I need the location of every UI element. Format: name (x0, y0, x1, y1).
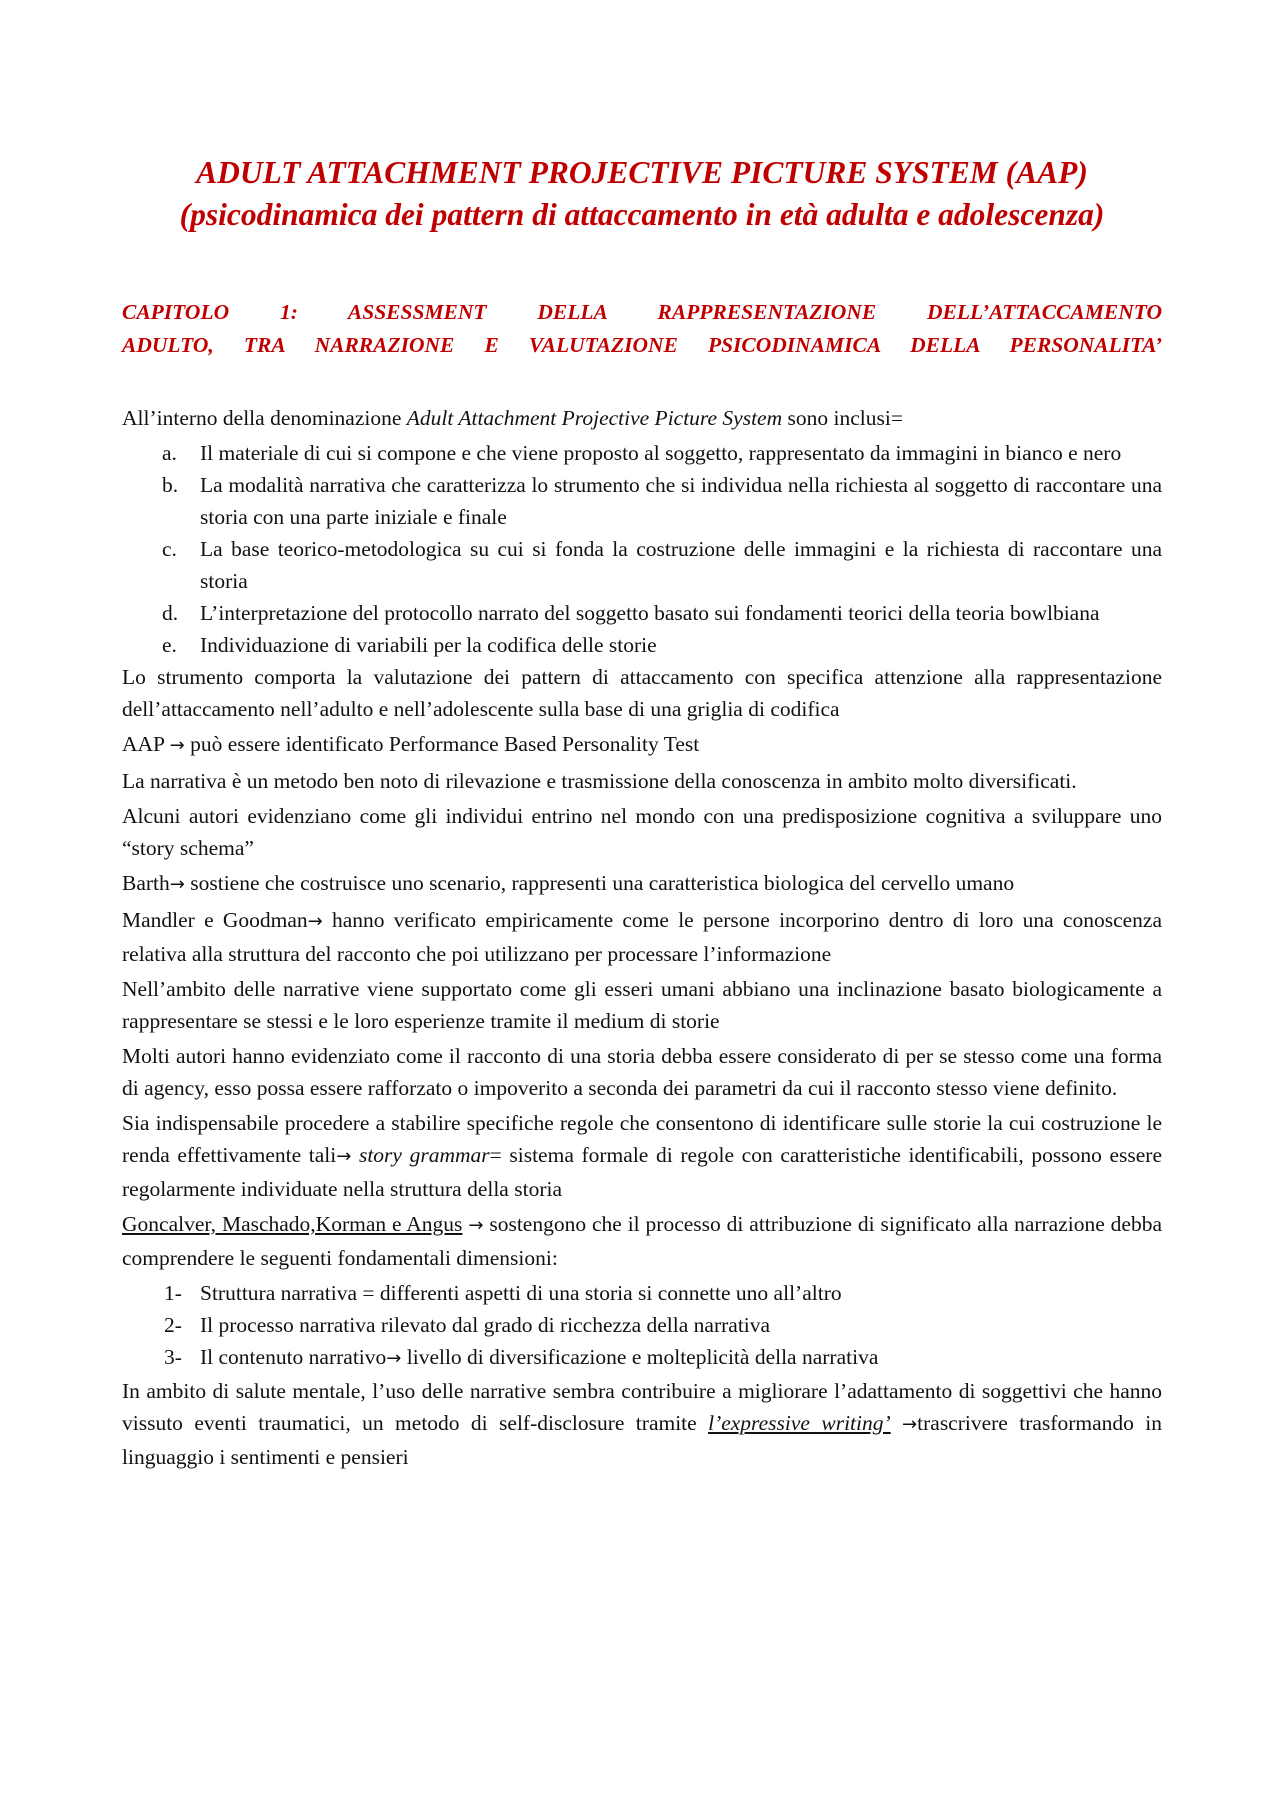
arrow-icon: → (169, 874, 185, 895)
arrow-icon: → (386, 1348, 402, 1369)
list-item: 1- Struttura narrativa = differenti aspetti di una storia si connette uno all’altro (164, 1281, 842, 1305)
paragraph: Goncalver, Maschado,Korman e Angus → sostengono che il processo di attribuzione di significato alla narrazione debba comprendere le seguenti fondamentali dimensioni: (122, 1212, 1163, 1270)
paragraph: Molti autori hanno evidenziato come il racconto di una storia debba essere considerato di per se stesso come una forma di agency, esso possa essere rafforzato o impoverito a seconda dei parametri da cui il racconto stesso viene definito. (122, 1044, 1162, 1100)
arrow-icon: → (902, 1414, 918, 1435)
paragraph: Barth→ sostiene che costruisce uno scenario, rappresenti una caratteristica biologica del cervello umano (122, 871, 1015, 895)
paragraph: Nell’ambito delle narrative viene supportato come gli esseri umani abbiano una inclinazione basato biologicamente a rappresentare se stessi e le loro esperienze tramite il medium di storie (122, 977, 1162, 1033)
components-list (122, 437, 1162, 661)
arrow-icon: → (169, 735, 185, 756)
chapter-line-2: ADULTO, TRA NARRAZIONE E VALUTAZIONE PSICODINAMICA DELLA PERSONALITA’ (122, 333, 1162, 357)
list-item: e. Individuazione di variabili per la codifica delle storie (162, 633, 657, 657)
arrow-icon: → (336, 1146, 352, 1167)
authors-reference: Goncalver, Maschado,Korman e Angus (122, 1212, 463, 1236)
list-item: d. L’interpretazione del protocollo narrato del soggetto basato sui fondamenti teorici della teoria bowlbiana (162, 601, 1100, 625)
list-item: a. Il materiale di cui si compone e che viene proposto al soggetto, rappresentato da immagini in bianco e nero (162, 441, 1122, 465)
paragraph: La narrativa è un metodo ben noto di rilevazione e trasmissione della conoscenza in ambito molto diversificati. (122, 769, 1077, 793)
arrow-icon: → (307, 911, 323, 932)
paragraph: Alcuni autori evidenziano come gli individui entrino nel mondo con una predisposizione cognitiva a sviluppare uno “story schema” (122, 804, 1162, 860)
paragraph: Mandler e Goodman→ hanno verificato empiricamente come le persone incorporino dentro di loro una conoscenza relativa alla struttura del racconto che poi utilizzano per processare l’informazione (122, 908, 1163, 966)
document-title (122, 152, 1162, 236)
paragraph: In ambito di salute mentale, l’uso delle narrative sembra contribuire a migliorare l’adattamento di soggettivi che hanno vissuto eventi traumatici, un metodo di self-disclosure tramite l’expressive writing’ →trascrivere trasformando in linguaggio i sentimenti e pensieri (122, 1379, 1162, 1469)
list-item: 2- Il processo narrativa rilevato dal grado di ricchezza della narrativa (164, 1313, 771, 1337)
list-item: c. La base teorico-metodologica su cui si fonda la costruzione delle immagini e la richiesta di raccontare una storia (162, 537, 1162, 593)
document-body (122, 402, 1162, 1473)
paragraph: Lo strumento comporta la valutazione dei pattern di attaccamento con specifica attenzione alla rappresentazione dell’attaccamento nell’adulto e nell’adolescente sulla base di una griglia di codifica (122, 665, 1162, 721)
title-line-1: ADULT ATTACHMENT PROJECTIVE PICTURE SYSTEM (AAP) (196, 155, 1088, 190)
paragraph: AAP → può essere identificato Performance Based Personality Test (122, 732, 700, 756)
arrow-icon: → (468, 1215, 484, 1236)
list-item: 3- Il contenuto narrativo→ livello di diversificazione e molteplicità della narrativa (164, 1345, 879, 1369)
list-item: b. La modalità narrativa che caratterizza lo strumento che si individua nella richiesta al soggetto di raccontare una storia con una parte iniziale e finale (162, 473, 1162, 529)
dimensions-list (122, 1277, 1162, 1375)
chapter-line-1: CAPITOLO 1: ASSESSMENT DELLA RAPPRESENTAZIONE DELL’ATTACCAMENTO (122, 300, 1162, 324)
expressive-writing-term: l’expressive writing’ (708, 1411, 891, 1435)
intro-paragraph: All’interno della denominazione Adult Attachment Projective Picture System sono inclusi= (122, 406, 903, 430)
title-line-2: (psicodinamica dei pattern di attaccamento in età adulta e adolescenza) (179, 197, 1105, 232)
paragraph: Sia indispensabile procedere a stabilire specifiche regole che consentono di identificare sulle storie la cui costruzione le renda effettivamente tali→ story grammar= sistema formale di regole con caratteristiche identificabili, possono essere regolarmente individuate nella struttura della storia (122, 1111, 1162, 1201)
chapter-heading (122, 296, 1162, 362)
